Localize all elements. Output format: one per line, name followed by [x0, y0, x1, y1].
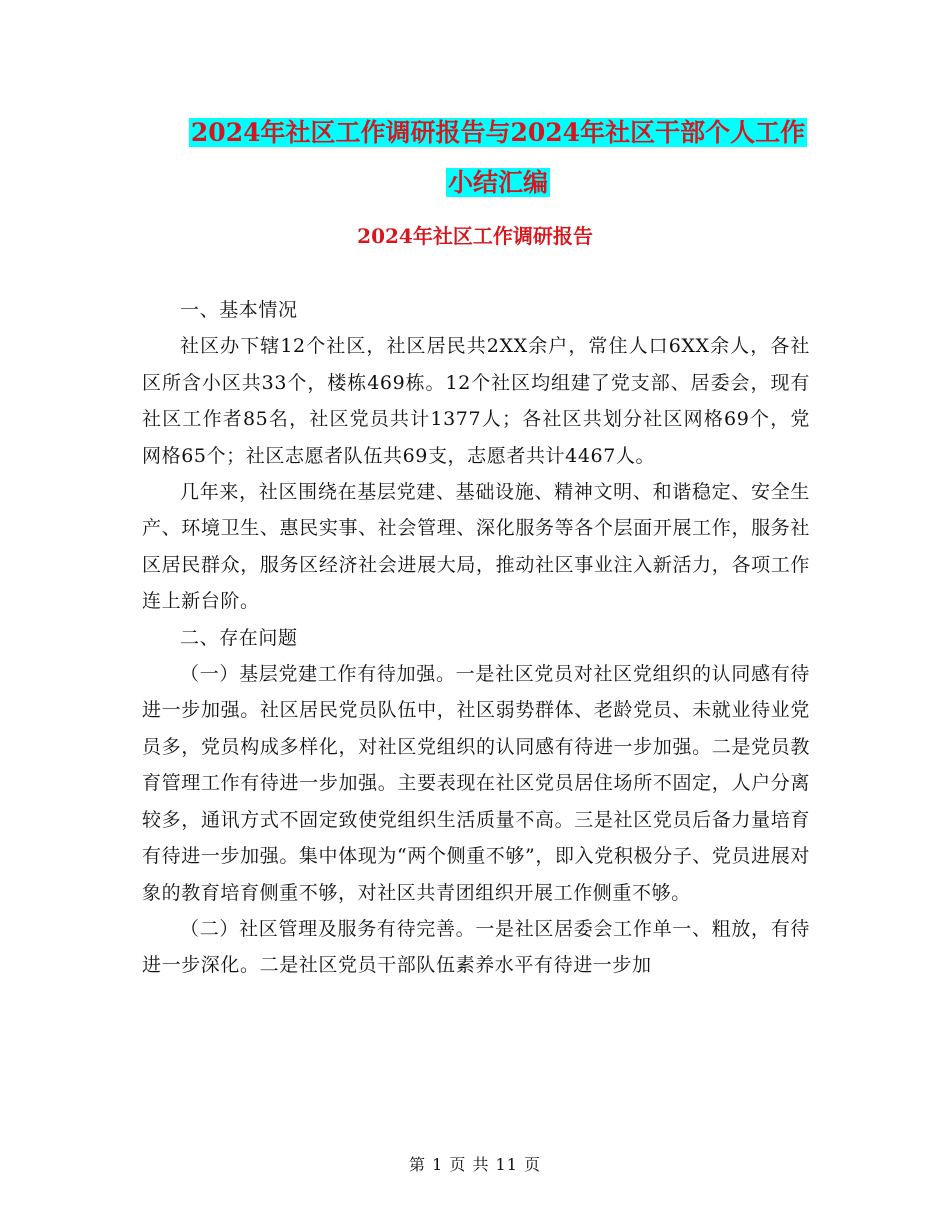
document-body	[142, 292, 810, 984]
document-title-line2: 小结汇编	[447, 168, 548, 197]
section-title: 2024年社区工作调研报告	[357, 224, 593, 248]
paragraph-party-building: （一）基层党建工作有待加强。一是社区党员对社区党组织的认同感有待进一步加强。社区居民党员队伍中，社区弱势群体、老龄党员、未就业待业党员多，党员构成多样化，对社区党组织的认同感有待进一步加强。二是党员教育管理工作有待进一步加强。主要表现在社区党员居住场所不固定，人户分离较多，通讯方式不固定致使党组织生活质量不高。三是社区党员后备力量培育有待进一步加强。集中体现为“两个侧重不够”，即入党积极分子、党员进展对象的教育培育侧重不够，对社区共青团组织开展工作侧重不够。	[142, 663, 810, 904]
paragraph-management-service: （二）社区管理及服务有待完善。一是社区居委会工作单一、粗放，有待进一步深化。二是社区党员干部队伍素养水平有待进一步加	[142, 917, 810, 977]
document-title-line1: 2024年社区工作调研报告与2024年社区干部个人工作	[190, 118, 806, 147]
section-heading-problems: 二、存在问题	[180, 626, 298, 649]
document-title	[140, 108, 856, 208]
page-number: 第 1 页 共 11 页	[409, 1155, 541, 1174]
section-heading-basic: 一、基本情况	[180, 299, 298, 321]
paragraph-work-overview: 几年来，社区围绕在基层党建、基础设施、精神文明、和谐稳定、安全生产、环境卫生、惠民实事、社会管理、深化服务等各个层面开展工作，服务社区居民群众，服务区经济社会进展大局，推动社区事业注入新活力，各项工作连上新台阶。	[142, 481, 810, 613]
paragraph-basic-info: 社区办下辖12个社区，社区居民共2XX余户，常住人口6XX余人，各社区所含小区共33个，楼栋469栋。12个社区均组建了党支部、居委会，现有社区工作者85名，社区党员共计1377人；各社区共划分社区网格69个，党网格65个；社区志愿者队伍共69支，志愿者共计4467人。	[142, 335, 810, 467]
